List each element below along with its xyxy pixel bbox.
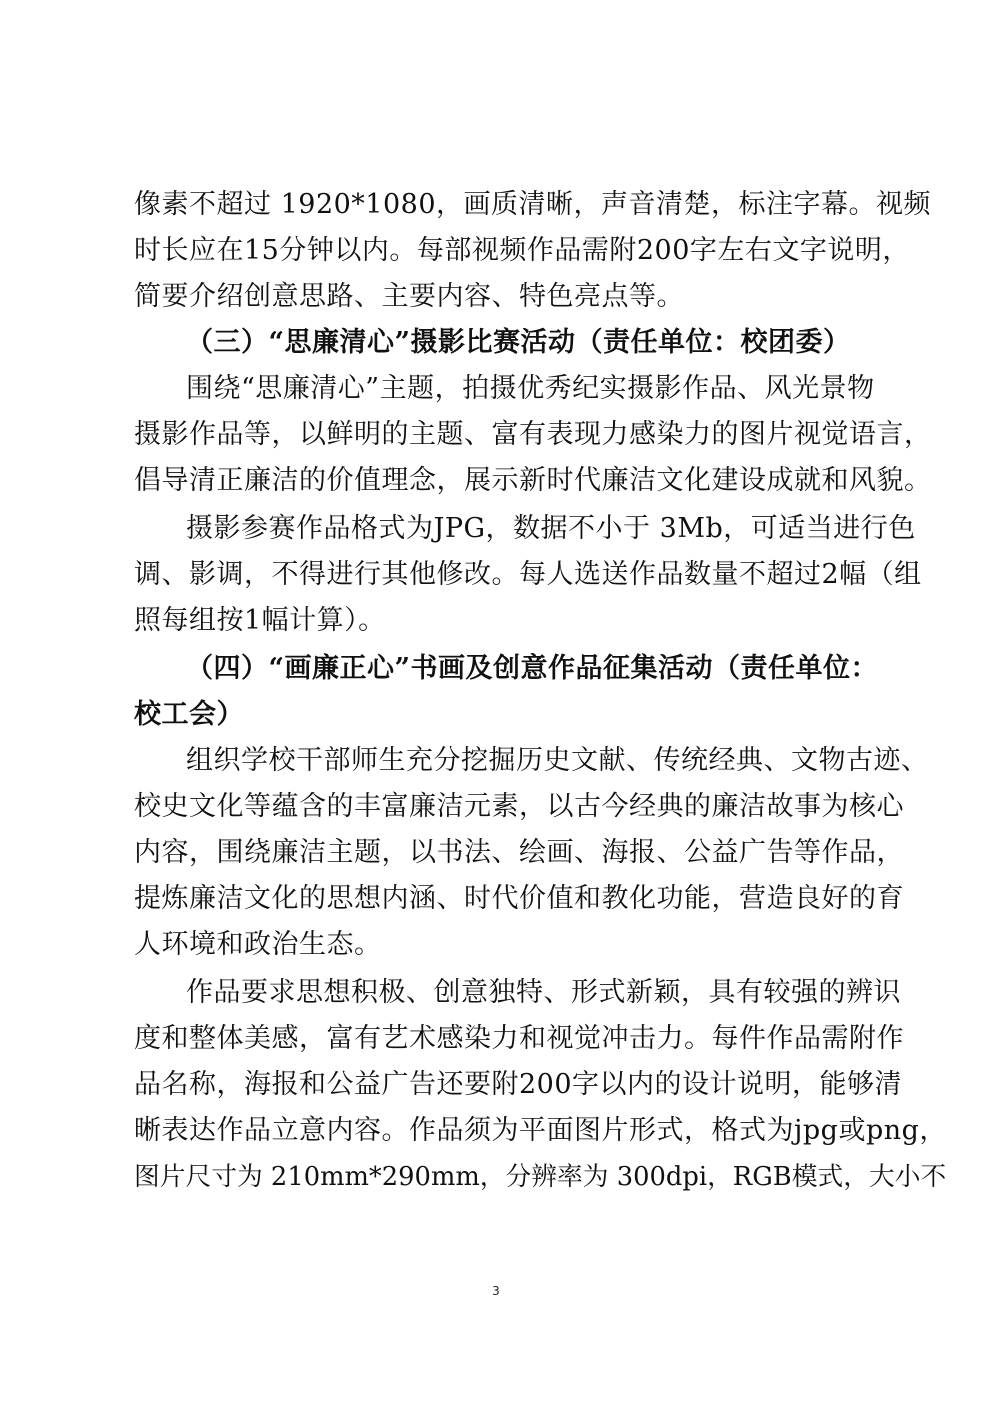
section-heading-three: （三）“思廉清心”摄影比赛活动（责任单位：校团委） — [186, 327, 851, 358]
body-line: 度和整体美感，富有艺术感染力和视觉冲击力。每件作品需附作 — [134, 1023, 904, 1054]
section-heading-four-cont: 校工会） — [134, 699, 244, 730]
body-line: 组织学校干部师生充分挖掘历史文献、传统经典、文物古迹、 — [186, 745, 929, 776]
body-line: 时长应在15分钟以内。每部视频作品需附200字左右文字说明， — [134, 235, 910, 266]
body-line: 摄影参赛作品格式为JPG，数据不小于 3Mb，可适当进行色 — [186, 513, 916, 544]
body-line: 提炼廉洁文化的思想内涵、时代价值和教化功能，营造良好的育 — [134, 883, 904, 914]
body-line: 简要介绍创意思路、主要内容、特色亮点等。 — [134, 281, 684, 312]
body-line: 照每组按1幅计算）。 — [134, 605, 386, 636]
body-line: 摄影作品等，以鲜明的主题、富有表现力感染力的图片视觉语言， — [134, 419, 932, 450]
section-heading-four: （四）“画廉正心”书画及创意作品征集活动（责任单位： — [186, 653, 879, 684]
body-line: 校史文化等蕴含的丰富廉洁元素，以古今经典的廉洁故事为核心 — [134, 791, 904, 822]
body-line: 图片尺寸为 210mm*290mm，分辨率为 300dpi，RGB模式，大小不 — [134, 1162, 947, 1192]
body-line: 围绕“思廉清心”主题，拍摄优秀纪实摄影作品、风光景物 — [186, 373, 875, 404]
body-line: 倡导清正廉洁的价值理念，展示新时代廉洁文化建设成就和风貌。 — [134, 465, 932, 496]
body-line: 人环境和政治生态。 — [134, 929, 382, 960]
body-line: 晰表达作品立意内容。作品须为平面图片形式，格式为jpg或png， — [134, 1115, 947, 1146]
body-line: 调、影调，不得进行其他修改。每人选送作品数量不超过2幅（组 — [134, 559, 922, 590]
page-number: 3 — [492, 1284, 500, 1298]
body-line: 内容，围绕廉洁主题，以书法、绘画、海报、公益广告等作品， — [134, 837, 904, 868]
body-line: 像素不超过 1920*1080，画质清晰，声音清楚，标注字幕。视频 — [134, 189, 932, 220]
body-line: 品名称，海报和公益广告还要附200字以内的设计说明，能够清 — [134, 1069, 903, 1100]
body-line: 作品要求思想积极、创意独特、形式新颖，具有较强的辨识 — [186, 977, 901, 1008]
